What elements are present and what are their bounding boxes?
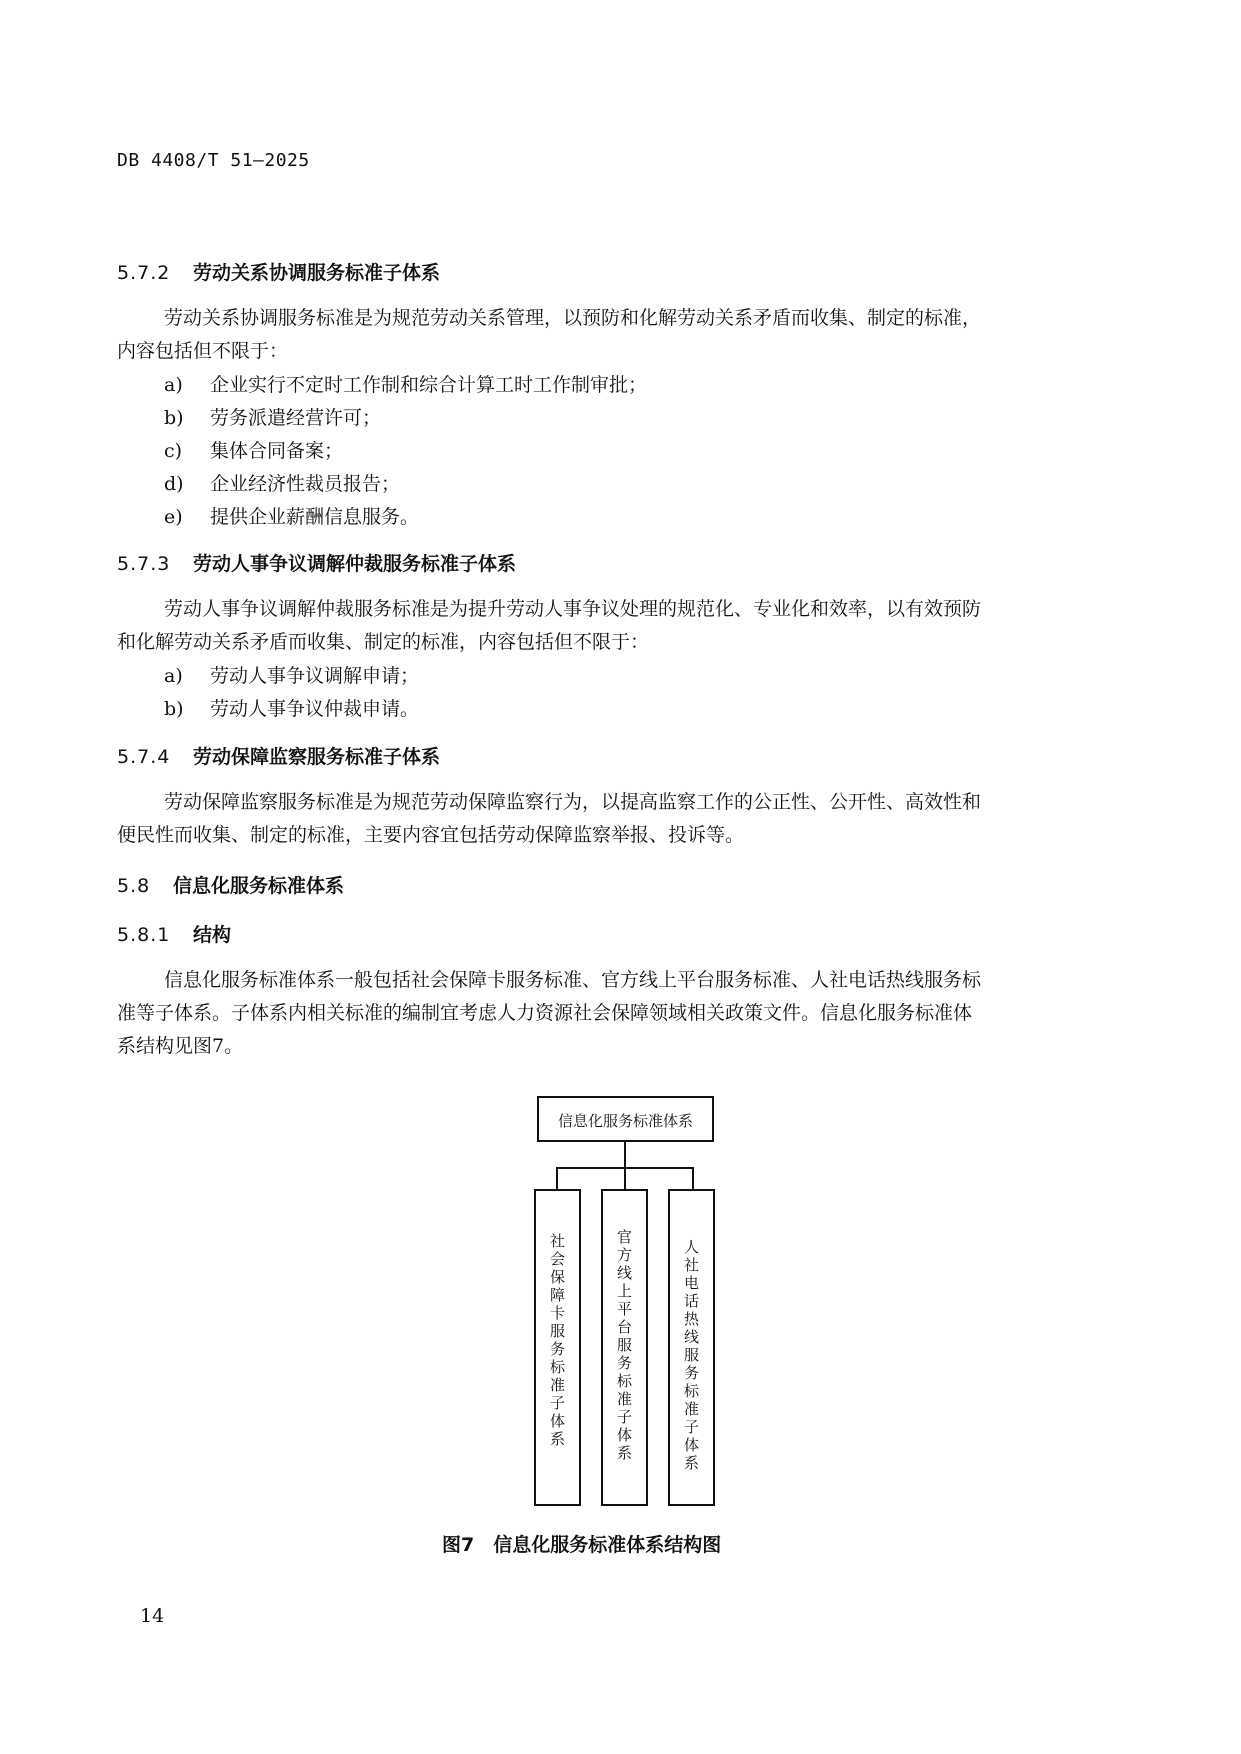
section-title: 劳动人事争议调解仲裁服务标准子体系 [193,553,517,575]
list-item: e) 提供企业薪酬信息服务。 [164,506,420,528]
section-number: 5.8 [117,875,151,897]
section-5-8-1-para-line-2: 准等子体系。子体系内相关标准的编制宜考虑人力资源社会保障领域相关政策文件。信息化服务标准体 [117,1002,973,1024]
diagram-child-box [534,1189,581,1506]
section-5-7-3-heading [117,549,516,576]
section-title: 结构 [193,924,232,946]
diagram-root-label: 信息化服务标准体系 [557,1112,693,1130]
section-number: 5.7.2 [117,262,171,284]
connector-line [692,1167,694,1190]
diagram-child-label: 人 社 电 话 热 线 服 务 标 准 子 体 系 [683,1238,699,1472]
diagram-child-label: 官 方 线 上 平 台 服 务 标 准 子 体 系 [616,1228,632,1462]
section-5-7-4-heading [117,742,440,769]
page-number: 14 [140,1605,165,1627]
section-5-7-2-heading [117,258,440,285]
section-5-7-3-para-line-1: 劳动人事争议调解仲裁服务标准是为提升劳动人事争议处理的规范化、专业化和效率，以有效预防 [164,598,982,620]
section-number: 5.8.1 [117,924,171,946]
section-5-7-4-para-line-2: 便民性而收集、制定的标准，主要内容宜包括劳动保障监察举报、投诉等。 [117,824,745,846]
diagram-child-box [668,1189,715,1506]
list-item: d) 企业经济性裁员报告； [164,473,401,495]
section-number: 5.7.4 [117,746,171,768]
document-code-header: DB 4408/T 51—2025 [117,150,310,171]
connector-line [624,1167,626,1190]
list-item: c) 集体合同备案； [164,440,344,462]
list-item: b) 劳动人事争议仲裁申请。 [164,698,420,720]
section-5-7-2-para-line-2: 内容包括但不限于： [117,340,289,362]
section-5-8-1-heading [117,920,231,947]
connector-line [556,1167,558,1190]
figure-caption: 图7 信息化服务标准体系结构图 [442,1534,722,1556]
diagram-child-label: 社 会 保 障 卡 服 务 标 准 子 体 系 [549,1232,565,1448]
section-title: 劳动关系协调服务标准子体系 [193,262,441,284]
section-5-7-2-para-line-1: 劳动关系协调服务标准是为规范劳动关系管理，以预防和化解劳动关系矛盾而收集、制定的标准， [164,307,982,329]
list-item: a) 劳动人事争议调解申请； [164,665,420,687]
section-5-7-4-para-line-1: 劳动保障监察服务标准是为规范劳动保障监察行为，以提高监察工作的公正性、公开性、高效性和 [164,791,982,813]
connector-line [624,1142,626,1168]
section-5-8-1-para-line-1: 信息化服务标准体系一般包括社会保障卡服务标准、官方线上平台服务标准、人社电话热线服务标 [164,969,982,991]
section-5-8-1-para-line-3: 系结构见图7。 [117,1035,244,1057]
section-title: 劳动保障监察服务标准子体系 [193,746,441,768]
list-item: b) 劳务派遣经营许可； [164,407,382,429]
list-item: a) 企业实行不定时工作制和综合计算工时工作制审批； [164,374,648,396]
section-5-7-3-para-line-2: 和化解劳动关系矛盾而收集、制定的标准，内容包括但不限于： [117,631,650,653]
diagram-child-box [601,1189,648,1506]
section-title: 信息化服务标准体系 [173,875,345,897]
section-number: 5.7.3 [117,553,171,575]
section-5-8-heading [117,871,344,898]
diagram-root-box [537,1096,714,1142]
